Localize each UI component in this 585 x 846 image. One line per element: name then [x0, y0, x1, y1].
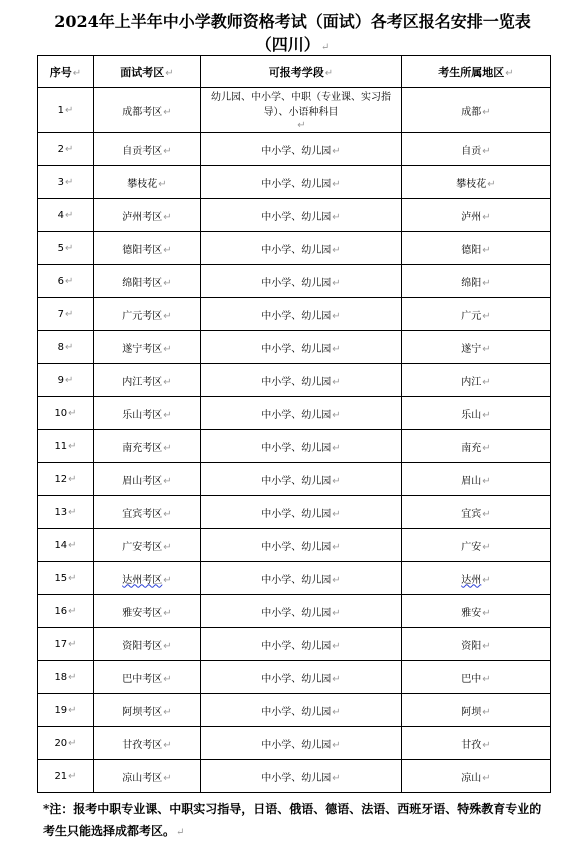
row-number-cell: 19↵ [38, 694, 94, 727]
region-cell: 资阳↵ [402, 628, 551, 661]
district-cell: 攀枝花↵ [94, 166, 201, 199]
table-row [38, 166, 551, 199]
table-row [38, 331, 551, 364]
row-number-cell: 8↵ [38, 331, 94, 364]
paragraph-mark-icon: ↵ [176, 827, 185, 838]
row-number-cell: 13↵ [38, 496, 94, 529]
table-row [38, 727, 551, 760]
row-number-cell: 1↵ [38, 88, 94, 133]
header-cell: 可报考学段↵ [201, 56, 402, 88]
region-cell: 巴中↵ [402, 661, 551, 694]
levels-cell: 幼儿园、中小学、中职（专业课、实习指导）、小语种科目↵ [201, 88, 402, 133]
table-row [38, 760, 551, 793]
levels-cell: 中小学、幼儿园↵ [201, 430, 402, 463]
row-number-cell: 7↵ [38, 298, 94, 331]
header-cell: 序号↵ [38, 56, 94, 88]
region-cell: 绵阳↵ [402, 265, 551, 298]
table-row [38, 529, 551, 562]
region-cell: 泸州↵ [402, 199, 551, 232]
district-cell: 宜宾考区↵ [94, 496, 201, 529]
region-cell: 阿坝↵ [402, 694, 551, 727]
table-row [38, 133, 551, 166]
row-number-cell: 15↵ [38, 562, 94, 595]
levels-cell: 中小学、幼儿园↵ [201, 265, 402, 298]
table-row [38, 496, 551, 529]
table-body [38, 88, 551, 793]
region-cell: 南充↵ [402, 430, 551, 463]
levels-cell: 中小学、幼儿园↵ [201, 562, 402, 595]
levels-cell: 中小学、幼儿园↵ [201, 298, 402, 331]
title-line-2: （四川）↵ [255, 35, 330, 54]
levels-cell: 中小学、幼儿园↵ [201, 331, 402, 364]
levels-cell: 中小学、幼儿园↵ [201, 199, 402, 232]
levels-cell: 中小学、幼儿园↵ [201, 463, 402, 496]
region-cell: 内江↵ [402, 364, 551, 397]
district-cell: 眉山考区↵ [94, 463, 201, 496]
header-cell: 考生所属地区↵ [402, 56, 551, 88]
district-cell: 乐山考区↵ [94, 397, 201, 430]
levels-cell: 中小学、幼儿园↵ [201, 661, 402, 694]
region-cell: 攀枝花↵ [402, 166, 551, 199]
region-cell: 宜宾↵ [402, 496, 551, 529]
district-cell: 自贡考区↵ [94, 133, 201, 166]
table-row [38, 430, 551, 463]
row-number-cell: 9↵ [38, 364, 94, 397]
district-cell: 阿坝考区↵ [94, 694, 201, 727]
region-cell: 甘孜↵ [402, 727, 551, 760]
district-cell: 绵阳考区↵ [94, 265, 201, 298]
levels-cell: 中小学、幼儿园↵ [201, 694, 402, 727]
row-number-cell: 21↵ [38, 760, 94, 793]
footnote: *注：报考中职专业课、中职实习指导，日语、俄语、德语、法语、西班牙语、特殊教育专业的考生只能选择成都考区。↵ [43, 802, 542, 838]
region-cell: 乐山↵ [402, 397, 551, 430]
row-number-cell: 14↵ [38, 529, 94, 562]
row-number-cell: 16↵ [38, 595, 94, 628]
levels-cell: 中小学、幼儿园↵ [201, 133, 402, 166]
row-number-cell: 18↵ [38, 661, 94, 694]
district-cell: 遂宁考区↵ [94, 331, 201, 364]
region-cell: 德阳↵ [402, 232, 551, 265]
levels-cell: 中小学、幼儿园↵ [201, 166, 402, 199]
table-row [38, 199, 551, 232]
title-line-1: 2024年上半年中小学教师资格考试（面试）各考区报名安排一览表 [54, 12, 531, 31]
levels-cell: 中小学、幼儿园↵ [201, 727, 402, 760]
header-cell: 面试考区↵ [94, 56, 201, 88]
page-title [0, 10, 585, 59]
region-cell: 达州↵ [402, 562, 551, 595]
table-row [38, 694, 551, 727]
row-number-cell: 20↵ [38, 727, 94, 760]
table-row [38, 265, 551, 298]
row-number-cell: 5↵ [38, 232, 94, 265]
levels-cell: 中小学、幼儿园↵ [201, 628, 402, 661]
district-cell: 南充考区↵ [94, 430, 201, 463]
district-cell: 凉山考区↵ [94, 760, 201, 793]
levels-cell: 中小学、幼儿园↵ [201, 232, 402, 265]
district-cell: 成都考区↵ [94, 88, 201, 133]
levels-cell: 中小学、幼儿园↵ [201, 397, 402, 430]
region-cell: 自贡↵ [402, 133, 551, 166]
row-number-cell: 3↵ [38, 166, 94, 199]
row-number-cell: 4↵ [38, 199, 94, 232]
district-cell: 广元考区↵ [94, 298, 201, 331]
row-number-cell: 6↵ [38, 265, 94, 298]
district-cell: 内江考区↵ [94, 364, 201, 397]
paragraph-mark-icon: ↵ [320, 42, 330, 53]
table-row [38, 661, 551, 694]
district-cell: 资阳考区↵ [94, 628, 201, 661]
schedule-table [37, 55, 551, 793]
levels-cell: 中小学、幼儿园↵ [201, 496, 402, 529]
levels-cell: 中小学、幼儿园↵ [201, 364, 402, 397]
district-cell: 雅安考区↵ [94, 595, 201, 628]
region-cell: 成都↵ [402, 88, 551, 133]
region-cell: 遂宁↵ [402, 331, 551, 364]
region-cell: 眉山↵ [402, 463, 551, 496]
table-row [38, 628, 551, 661]
levels-cell: 中小学、幼儿园↵ [201, 760, 402, 793]
table-row [38, 364, 551, 397]
levels-cell: 中小学、幼儿园↵ [201, 595, 402, 628]
district-cell: 泸州考区↵ [94, 199, 201, 232]
table-row [38, 397, 551, 430]
region-cell: 广元↵ [402, 298, 551, 331]
row-number-cell: 17↵ [38, 628, 94, 661]
row-number-cell: 12↵ [38, 463, 94, 496]
table-row [38, 298, 551, 331]
district-cell: 甘孜考区↵ [94, 727, 201, 760]
table-row [38, 463, 551, 496]
row-number-cell: 11↵ [38, 430, 94, 463]
row-number-cell: 2↵ [38, 133, 94, 166]
region-cell: 凉山↵ [402, 760, 551, 793]
levels-cell: 中小学、幼儿园↵ [201, 529, 402, 562]
district-cell: 德阳考区↵ [94, 232, 201, 265]
table-row [38, 232, 551, 265]
row-number-cell: 10↵ [38, 397, 94, 430]
table-row [38, 562, 551, 595]
table-row [38, 88, 551, 133]
region-cell: 雅安↵ [402, 595, 551, 628]
district-cell: 达州考区↵ [94, 562, 201, 595]
district-cell: 巴中考区↵ [94, 661, 201, 694]
table-row [38, 595, 551, 628]
district-cell: 广安考区↵ [94, 529, 201, 562]
region-cell: 广安↵ [402, 529, 551, 562]
table-header-row [38, 56, 551, 88]
